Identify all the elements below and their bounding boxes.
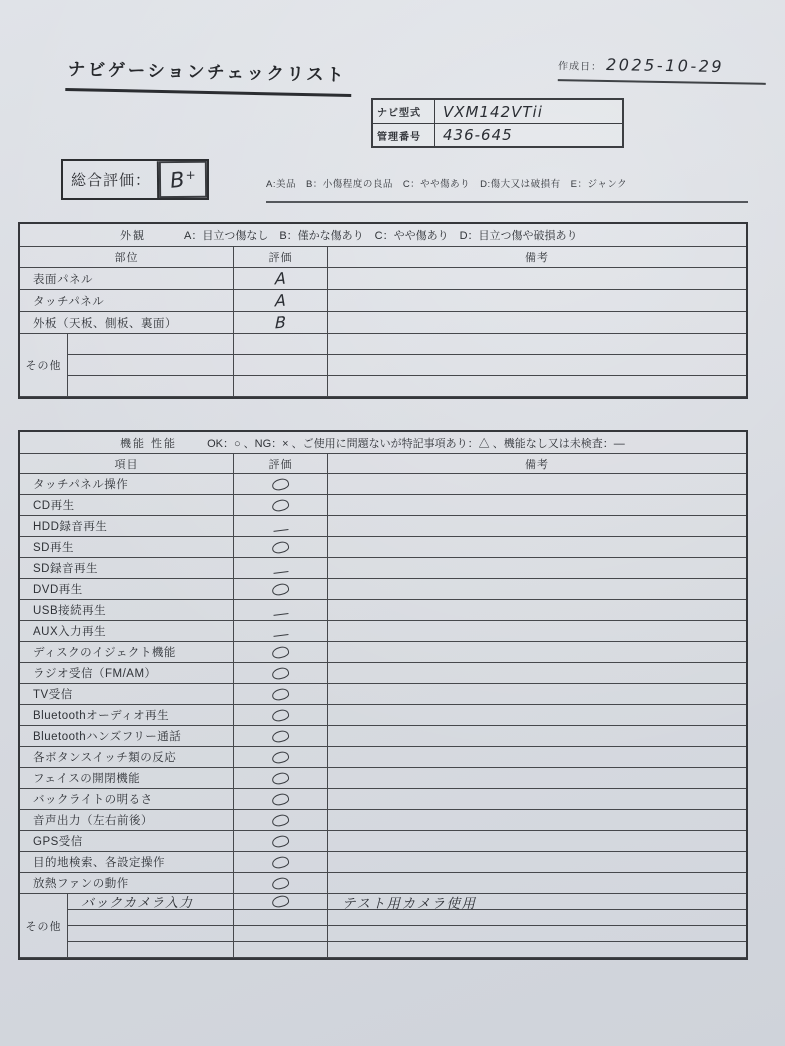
remark-cell [328, 334, 746, 355]
item-cell: Bluetoothハンズフリー通話 [20, 726, 234, 747]
handwritten-mark [271, 894, 290, 908]
handwritten-mark [271, 540, 290, 554]
item-cell [68, 926, 234, 942]
rating-cell [234, 312, 328, 334]
rating-cell [234, 579, 328, 600]
appearance-header-part: 部位 [20, 247, 234, 268]
item-cell: ラジオ受信（FM/AM） [20, 663, 234, 684]
device-info-value: 436-645 [443, 126, 513, 144]
rating-cell [234, 621, 328, 642]
item-cell [68, 942, 234, 958]
rating-cell [234, 852, 328, 873]
handwritten-mark [271, 645, 290, 659]
handwritten-mark [273, 626, 289, 637]
device-info-row [373, 123, 622, 146]
remark-cell [328, 768, 746, 789]
remark-cell [328, 789, 746, 810]
overall-rating-value-box [157, 161, 207, 198]
item-cell: SD再生 [20, 537, 234, 558]
remark-cell [328, 873, 746, 894]
rating-cell [234, 747, 328, 768]
remark-cell [328, 926, 746, 942]
created-date-value: 2025-10-29 [605, 55, 725, 77]
created-date [558, 54, 766, 85]
remark-cell [328, 268, 746, 290]
rating-cell [234, 810, 328, 831]
overall-rating-grade: B [168, 166, 186, 193]
overall-rating-plus: + [185, 167, 196, 182]
function-caption-legend: OK：○ 、NG：× 、ご使用に問題ないが特記事項あり：△ 、機能なし又は未検査：― [207, 437, 625, 450]
rating-cell [234, 474, 328, 495]
rating-cell [234, 376, 328, 397]
rating-cell [234, 495, 328, 516]
remark-cell [328, 579, 746, 600]
rating-cell [234, 642, 328, 663]
handwritten-mark [271, 813, 290, 827]
remark-cell [328, 600, 746, 621]
remark-cell [328, 642, 746, 663]
handwritten-mark [271, 729, 290, 743]
part-cell: 表面パネル [20, 268, 234, 290]
device-info-box [371, 98, 624, 148]
rating-cell [234, 831, 328, 852]
handwritten-mark [273, 563, 289, 574]
remark-cell: テスト用カメラ使用 [328, 894, 746, 910]
function-header-item: 項目 [20, 454, 234, 474]
item-cell [68, 910, 234, 926]
handwritten-mark [271, 855, 290, 869]
handwritten-mark [271, 834, 290, 848]
handwritten-grade: A [274, 290, 287, 311]
remark-cell [328, 705, 746, 726]
grade-legend: A:美品 B：小傷程度の良品 C：やや傷あり D:傷大又は破損有 E：ジャンク [266, 176, 748, 203]
rating-cell [234, 334, 328, 355]
item-cell: TV受信 [20, 684, 234, 705]
item-cell: 音声出力（左右前後） [20, 810, 234, 831]
item-cell: 放熱ファンの動作 [20, 873, 234, 894]
item-cell: タッチパネル操作 [20, 474, 234, 495]
remark-cell [328, 355, 746, 376]
page-title: ナビゲーションチェックリスト [65, 56, 352, 97]
remark-cell [328, 376, 746, 397]
overall-rating-label: 総合評価： [71, 172, 152, 189]
appearance-table [18, 222, 748, 399]
handwritten-mark [271, 498, 290, 512]
rating-cell [234, 768, 328, 789]
other-label: その他 [20, 334, 68, 397]
rating-cell [234, 355, 328, 376]
function-table [18, 430, 748, 960]
appearance-rows [20, 268, 746, 334]
appearance-header-remark: 備考 [328, 247, 746, 268]
rating-cell [234, 873, 328, 894]
function-caption [20, 432, 746, 454]
item-cell: USB接続再生 [20, 600, 234, 621]
item-cell: SD録音再生 [20, 558, 234, 579]
rating-cell [234, 926, 328, 942]
appearance-caption-legend: A：目立つ傷なし B：僅かな傷あり C：やや傷あり D：目立つ傷や破損あり [184, 230, 578, 242]
rating-cell [234, 894, 328, 910]
part-cell: タッチパネル [20, 290, 234, 312]
handwritten-mark [271, 708, 290, 722]
item-cell: フェイスの開閉機能 [20, 768, 234, 789]
function-header-rating: 評価 [234, 454, 328, 474]
rating-cell [234, 789, 328, 810]
item-cell: DVD再生 [20, 579, 234, 600]
device-info-row [373, 100, 622, 123]
rating-cell [234, 600, 328, 621]
rating-cell [234, 726, 328, 747]
appearance-header-rating: 評価 [234, 247, 328, 268]
rating-cell [234, 705, 328, 726]
function-rows [20, 474, 746, 894]
remark-cell [328, 516, 746, 537]
remark-cell [328, 726, 746, 747]
remark-cell [328, 942, 746, 958]
item-cell: GPS受信 [20, 831, 234, 852]
remark-cell [328, 312, 746, 334]
handwritten-mark [273, 605, 289, 616]
handwritten-mark [273, 521, 289, 532]
handwritten-mark [271, 876, 290, 890]
created-date-label: 作成日： [557, 61, 603, 73]
function-header-remark: 備考 [328, 454, 746, 474]
overall-rating-box [61, 159, 209, 200]
item-cell: 各ボタンスイッチ類の反応 [20, 747, 234, 768]
item-cell: バックライトの明るさ [20, 789, 234, 810]
remark-cell [328, 474, 746, 495]
remark-cell [328, 558, 746, 579]
part-cell [68, 334, 234, 355]
handwritten-mark [271, 792, 290, 806]
function-caption-title: 機能 性能 [120, 437, 178, 450]
appearance-caption-title: 外観 [120, 230, 146, 242]
appearance-header-row [20, 247, 746, 268]
remark-cell [328, 290, 746, 312]
device-info-label: 管理番号 [373, 124, 435, 146]
remark-cell [328, 852, 746, 873]
rating-cell [234, 558, 328, 579]
device-info-value: VXM142VTii [443, 102, 543, 121]
rating-cell [234, 516, 328, 537]
item-cell: CD再生 [20, 495, 234, 516]
function-header-row [20, 454, 746, 474]
rating-cell [234, 942, 328, 958]
handwritten-mark [271, 750, 290, 764]
remark-cell [328, 810, 746, 831]
rating-cell [234, 290, 328, 312]
device-info-label: ナビ型式 [373, 100, 435, 123]
rating-cell [234, 663, 328, 684]
remark-cell [328, 831, 746, 852]
handwritten-mark [271, 771, 290, 785]
remark-cell [328, 621, 746, 642]
title-block [65, 56, 352, 97]
rating-cell [234, 537, 328, 558]
remark-cell [328, 495, 746, 516]
handwritten-mark [271, 477, 290, 491]
part-cell [68, 376, 234, 397]
handwritten-mark [271, 582, 290, 596]
rating-cell [234, 910, 328, 926]
remark-cell [328, 910, 746, 926]
item-cell: AUX入力再生 [20, 621, 234, 642]
rating-cell [234, 684, 328, 705]
remark-cell [328, 747, 746, 768]
handwritten-grade: A [274, 268, 287, 289]
handwritten-mark [271, 666, 290, 680]
handwritten-mark [271, 687, 290, 701]
rating-cell [234, 268, 328, 290]
function-other-section [20, 894, 746, 958]
remark-cell [328, 537, 746, 558]
item-cell: 目的地検索、各設定操作 [20, 852, 234, 873]
item-cell: HDD録音再生 [20, 516, 234, 537]
other-label: その他 [20, 894, 68, 958]
remark-cell [328, 663, 746, 684]
handwritten-grade: B [274, 312, 287, 333]
item-cell: バックカメラ入力 [68, 894, 234, 910]
appearance-other-section [20, 334, 746, 397]
appearance-caption [20, 224, 746, 247]
item-cell: ディスクのイジェクト機能 [20, 642, 234, 663]
item-cell: Bluetoothオーディオ再生 [20, 705, 234, 726]
part-cell [68, 355, 234, 376]
part-cell: 外板（天板、側板、裏面） [20, 312, 234, 334]
remark-cell [328, 684, 746, 705]
